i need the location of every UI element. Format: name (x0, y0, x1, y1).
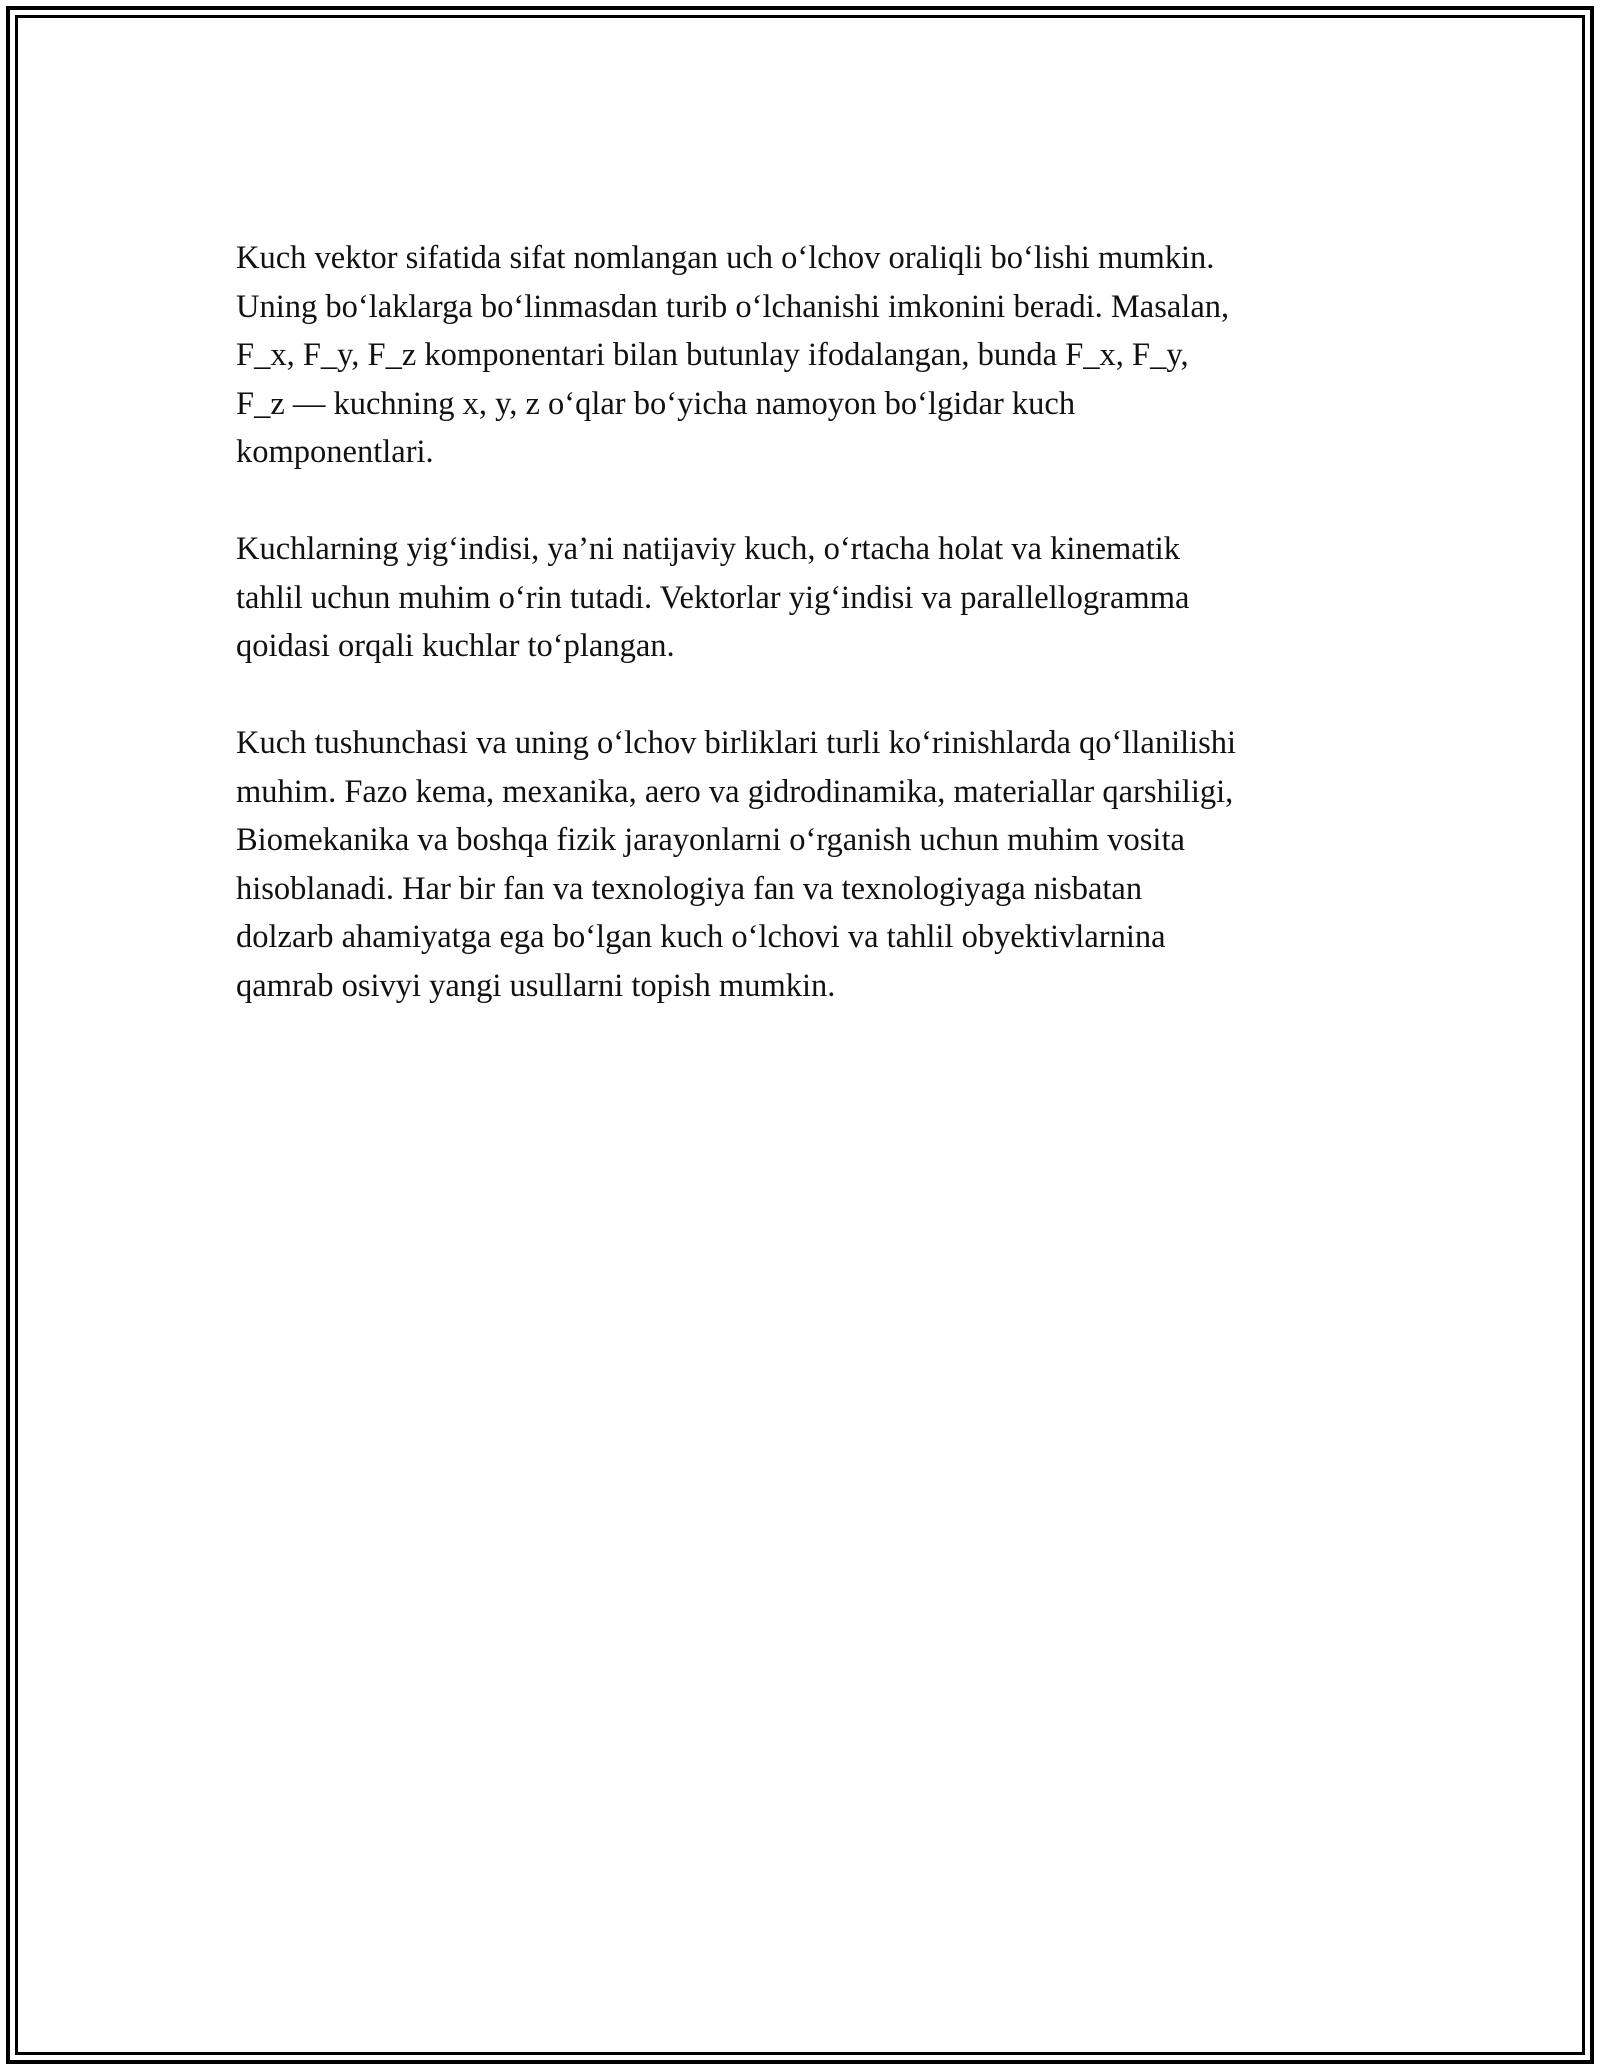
paragraph-line: Kuchlarning yigʻindisi, ya’ni natijaviy kuch, oʻrtacha holat va kinematik (236, 531, 1181, 567)
paragraph-line: dolzarb ahamiyatga ega boʻlgan kuch oʻlchovi va tahlil obyektivlarnina (236, 919, 1166, 955)
paragraph-line: F_x, F_y, F_z komponentari bilan butunlay ifodalangan, bunda F_x, F_y, (236, 337, 1189, 373)
paragraph-line: hisoblanadi. Har bir fan va texnologiya fan va texnologiyaga nisbatan (236, 870, 1143, 907)
paragraph-line: komponentlari. (236, 434, 434, 470)
paragraph-1 (236, 234, 1386, 477)
paragraph-line: muhim. Fazo kema, mexanika, aero va gidrodinamika, materiallar qarshiligi, (236, 773, 1234, 810)
paragraph-line: Kuch vektor sifatida sifat nomlangan uch oʻlchov oraliqli boʻlishi mumkin. (236, 240, 1215, 276)
document-body (236, 234, 1386, 1059)
paragraph-line: qamrab osivyi yangi usullarni topish mumkin. (236, 967, 836, 1004)
paragraph-line: Kuch tushunchasi va uning oʻlchov birliklari turli koʻrinishlarda qoʻllanilishi (236, 725, 1237, 761)
paragraph-line: Biomekanika va boshqa fizik jarayonlarni oʻrganish uchun muhim vosita (236, 822, 1185, 858)
paragraph-2 (236, 525, 1386, 671)
paragraph-line: Uning boʻlaklarga boʻlinmasdan turib oʻlchanishi imkonini beradi. Masalan, (236, 288, 1230, 325)
paragraph-line: F_z — kuchning x, y, z oʻqlar boʻyicha namoyon boʻlgidar kuch (236, 385, 1076, 422)
paragraph-3 (236, 719, 1386, 1010)
paragraph-line: tahlil uchun muhim oʻrin tutadi. Vektorlar yigʻindisi va parallellogramma (236, 579, 1190, 616)
paragraph-line: qoidasi orqali kuchlar toʻplangan. (236, 628, 675, 664)
